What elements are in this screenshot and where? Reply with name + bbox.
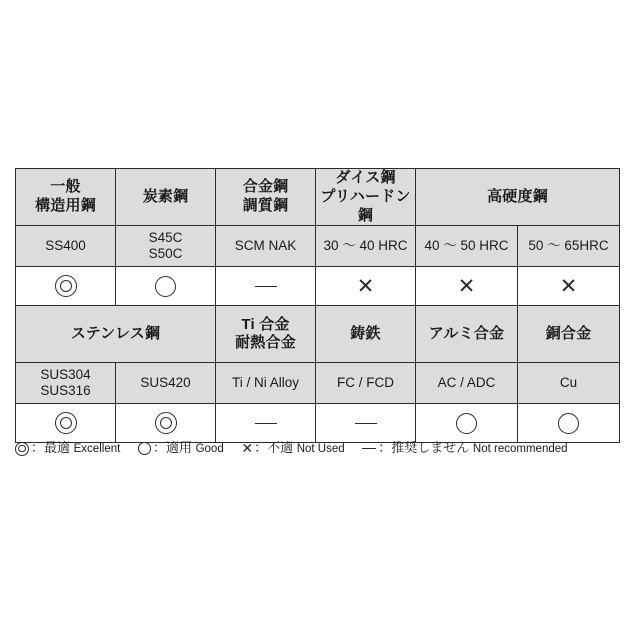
legend-label-en: Good <box>195 443 224 455</box>
table-row-grades-nonferrous <box>16 363 620 404</box>
header-cell-general-structural <box>16 169 116 226</box>
legend-item-excellent <box>15 437 120 456</box>
grade-line-1: FC / FCD <box>337 375 394 391</box>
table-row-marks-steel <box>16 267 620 306</box>
mark-cell-30-40-hrc <box>316 267 416 306</box>
header-line-1: 高硬度鋼 <box>487 187 548 205</box>
legend-label-ja: ：最適 <box>31 440 71 455</box>
mark-cell-s45c-s50c <box>116 267 216 306</box>
cross-icon: ✕ <box>559 274 578 298</box>
grade-cell-sus304-sus316 <box>16 363 116 404</box>
header-cell-cast-iron <box>316 306 416 363</box>
grade-cell-ti-ni-alloy <box>216 363 316 404</box>
double-circle-icon <box>155 412 177 434</box>
grade-line-1: Cu <box>559 375 578 391</box>
header-cell-copper-alloy <box>518 306 620 363</box>
grade-line-1: 50 〜 65HRC <box>528 238 609 254</box>
mark-cell-40-50-hrc <box>416 267 518 306</box>
grade-line-1: S45C <box>148 230 183 246</box>
legend-item-not-recommended <box>362 437 567 456</box>
grade-cell-scm-nak <box>216 226 316 267</box>
grade-line-1: Ti / Ni Alloy <box>231 375 299 391</box>
header-cell-carbon-steel <box>116 169 216 226</box>
legend-label-en: Not Used <box>296 443 345 455</box>
legend-item-good <box>138 437 224 456</box>
table-row-header-nonferrous <box>16 306 620 363</box>
double-circle-icon <box>55 412 77 434</box>
dash-icon <box>362 448 376 449</box>
mark-cell-ss400 <box>16 267 116 306</box>
table-row-grades-steel <box>16 226 620 267</box>
compatibility-table-wrapper <box>15 168 619 443</box>
grade-line-1: SS400 <box>45 238 86 254</box>
grade-cell-fc-fcd <box>316 363 416 404</box>
legend-label-ja: ：適用 <box>152 440 192 455</box>
cross-icon: ✕ <box>457 274 476 298</box>
grade-line-1: SUS304 <box>40 367 91 383</box>
mark-cell-scm-nak <box>216 267 316 306</box>
grade-cell-ac-adc <box>416 363 518 404</box>
grade-line-1: AC / ADC <box>437 375 496 391</box>
header-line-1: アルミ合金 <box>428 324 505 342</box>
dash-icon <box>255 423 277 424</box>
grade-line-1: SUS420 <box>140 375 191 391</box>
header-line-1: 炭素鋼 <box>142 187 189 205</box>
header-line-1: Ti 合金 <box>241 315 290 333</box>
header-cell-alloy-steel <box>216 169 316 226</box>
header-cell-aluminum-alloy <box>416 306 518 363</box>
header-line-2: 構造用鋼 <box>35 197 96 215</box>
header-line-1: ダイス鋼 <box>335 169 396 186</box>
grade-cell-ss400 <box>16 226 116 267</box>
compatibility-table <box>15 168 620 443</box>
header-cell-die-steel <box>316 169 416 226</box>
header-line-1: 一般 <box>50 178 81 196</box>
header-line-1: ステンレス鋼 <box>70 324 161 342</box>
table-row-header-steel <box>16 169 620 226</box>
legend <box>15 437 619 456</box>
grade-cell-40-50-hrc <box>416 226 518 267</box>
header-cell-ti-alloy <box>216 306 316 363</box>
header-line-1: 銅合金 <box>545 324 592 342</box>
legend-label-en: Excellent <box>73 443 121 455</box>
cross-icon: ✕ <box>241 440 254 457</box>
cross-icon: ✕ <box>356 274 375 298</box>
double-circle-icon <box>55 275 77 297</box>
grade-cell-cu <box>518 363 620 404</box>
legend-label-ja: ：推奨しません <box>378 440 470 455</box>
dash-icon <box>355 423 377 424</box>
header-line-2: プリハードン鋼 <box>320 187 411 224</box>
grade-line-1: 30 〜 40 HRC <box>323 238 408 254</box>
grade-line-1: 40 〜 50 HRC <box>424 238 509 254</box>
circle-icon <box>558 413 579 434</box>
grade-line-2: S50C <box>148 246 183 262</box>
grade-cell-50-65-hrc <box>518 226 620 267</box>
header-cell-stainless-steel <box>16 306 216 363</box>
grade-line-2: SUS316 <box>40 383 91 399</box>
header-line-1: 鋳鉄 <box>350 324 381 342</box>
dash-icon <box>255 286 277 287</box>
header-line-1: 合金鋼 <box>242 178 289 196</box>
grade-cell-s45c-s50c <box>116 226 216 267</box>
header-cell-high-hardness-steel <box>416 169 620 226</box>
legend-label-en: Not recommended <box>472 443 568 455</box>
circle-icon <box>155 276 176 297</box>
circle-icon <box>456 413 477 434</box>
legend-label-ja: ：不適 <box>254 440 294 455</box>
header-line-2: 耐熱合金 <box>235 334 296 352</box>
mark-cell-50-65-hrc <box>518 267 620 306</box>
header-line-2: 調質鋼 <box>242 197 289 215</box>
circle-icon <box>138 442 151 455</box>
grade-cell-sus420 <box>116 363 216 404</box>
double-circle-icon <box>15 442 29 456</box>
legend-item-not-used <box>241 437 344 456</box>
grade-cell-30-40-hrc <box>316 226 416 267</box>
grade-line-1: SCM NAK <box>234 238 297 254</box>
